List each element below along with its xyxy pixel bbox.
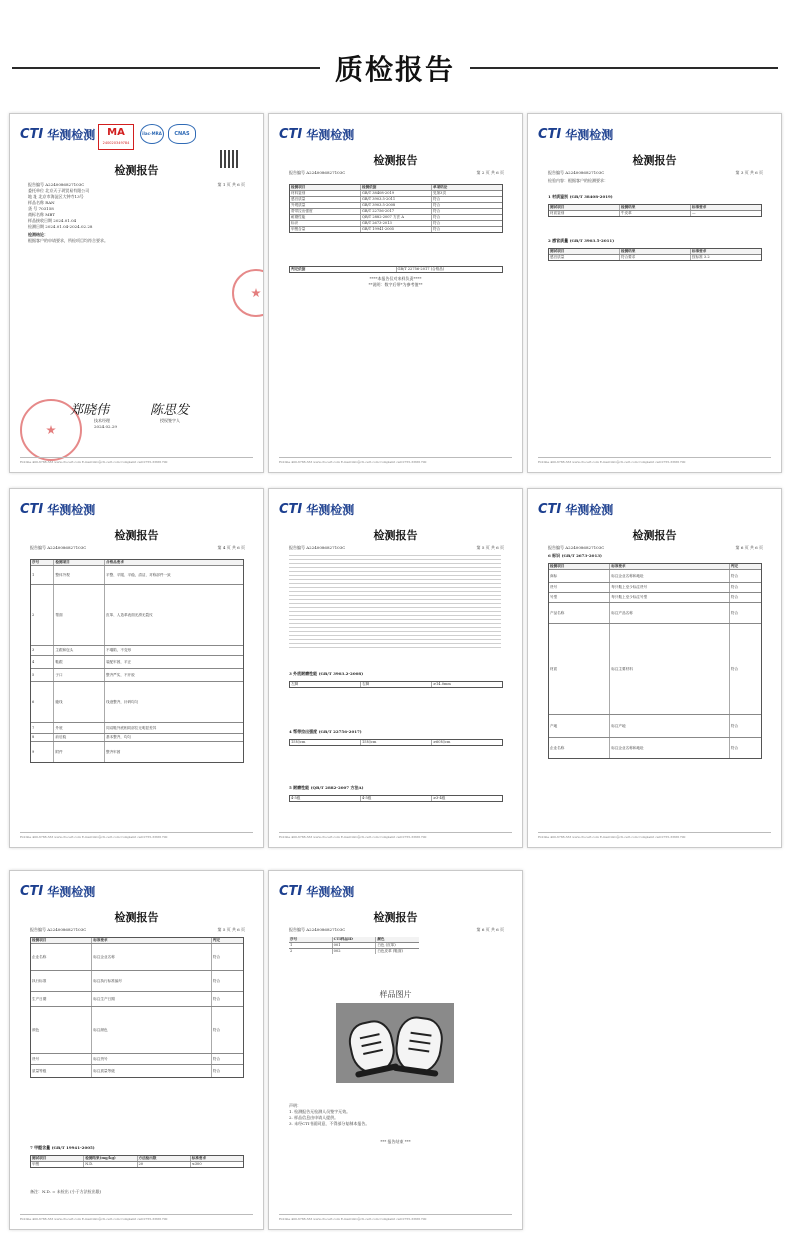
cti-logo-text: CTI: [20, 127, 44, 142]
cti-logo-cn: 华测检测: [306, 885, 355, 899]
table-row: 货号 标注货号 符合: [31, 1054, 243, 1065]
table-row: 企业名称 标注企业名称和地址 符合: [549, 738, 761, 758]
table-row: 9 附件 整齐牢固: [31, 742, 243, 762]
sample-table: [289, 937, 419, 954]
appearance-table: [30, 559, 244, 763]
material-table: [548, 204, 762, 217]
cti-logo-cn: 华测检测: [565, 503, 614, 517]
report-number: 报告编号 A2240086827103C: [548, 545, 605, 550]
doc-title: 检测报告: [373, 911, 418, 924]
report-number: 报告编号 A2240086827103C: [548, 170, 605, 175]
cti-logo-cn: 华测检测: [306, 503, 355, 517]
table-row: 标识 GB/T 2673-2013 符合: [290, 221, 502, 227]
sig-right-role: 授权签字人: [160, 418, 180, 423]
table-row: 甲醛含量 GB/T 19941-2005 符合: [291, 227, 441, 231]
cti-logo-cn: 华测检测: [47, 885, 96, 899]
section-heading: 2 感官质量 (GB/T 3903.5-2011): [548, 238, 615, 243]
table-row: 感官质量 符合要求 按标准 3.2: [550, 255, 710, 259]
table-header-row: 检测项目 标准要求 判定: [549, 564, 761, 570]
section-heading: 5 耐磨性能 (QB/T 2882-2007 方法A): [289, 785, 364, 790]
table-row: 6 缝线 线迹整齐，针码均匀: [31, 682, 243, 723]
table-row: 执行标准 标注执行标准编号 符合: [31, 971, 243, 992]
page-footer: Hotline 400-6788-333 www.cti-cert.com E-mail info@cti-cert.com Complaint call 0755-33681700: [20, 457, 253, 464]
table-row: 颜色 标注颜色 符合: [31, 1007, 243, 1054]
table-row: 15N/cm 15N/cm ≥60N/cm: [291, 740, 451, 744]
section-heading: 1 材质鉴别 (GB/T 38408-2019): [548, 194, 613, 199]
page2-notes: ****本报告仅对来样负责**** **说明：数字后带*为参考值**: [368, 276, 423, 287]
table-header-row: 测试项目 检测结果(mg/kg) 方法检出限 标准要求: [31, 1156, 243, 1162]
judgement-table: [289, 266, 503, 273]
page-footer: Hotline 400-6788-333 www.cti-cert.com E-mail info@cti-cert.com Complaint call 0755-33681700: [538, 832, 771, 839]
table-header-row: 检测项目 检测依据 单项结论: [290, 185, 502, 191]
table-row: 帮带拉出强度 GB/T 22756-2017 符合: [290, 209, 502, 215]
cti-logo-text: CTI: [538, 127, 562, 142]
table-row: 号型 每只鞋上至少标注号型 符合: [549, 593, 761, 603]
report-page-3: [527, 113, 782, 473]
cti-logo-cn: 华测检测: [47, 503, 96, 517]
page1-fields: 报告编号 A2240086827103C 委托单位 北京天子玥贸易有限公司 地 址 北京市海淀区大钟寺13号 样品名称 RAN 货 号 703158 商标名称 MBT 样品接收日期 2024.01.04 检测日期 2024.01.04-2024.02.28 检测结论： 根据客户的申请要求，所检项目均符合要求。: [28, 182, 108, 243]
page-number: 第 2 页 共 6 页: [476, 170, 504, 175]
table-row: 7 外底 同双鞋外底相同部位无明显差异: [31, 723, 243, 734]
table-row: 材质 标注主要材料 符合: [549, 624, 761, 715]
wear-table: [289, 681, 503, 688]
report-page-5: [268, 488, 523, 848]
formaldehyde-table: [30, 1155, 244, 1168]
report-number: 报告编号 A2240086827103C: [289, 927, 346, 932]
cti-logo-text: CTI: [279, 502, 303, 517]
cti-logo-text: CTI: [279, 884, 303, 899]
table-header-row: 测试项目 检测结果 标准要求: [549, 205, 761, 211]
table-row: 外观质量 GB/T 3903.5-2008 符合: [290, 203, 502, 209]
abrasion-table: [289, 795, 503, 802]
doc-title: 检测报告: [114, 529, 159, 542]
page-number: 第 4 页 共 6 页: [217, 545, 245, 550]
table-header-row: 序号 检测项目 合格品要求: [31, 560, 243, 566]
cti-logo-cn: 华测检测: [565, 128, 614, 142]
section-heading: 7 甲醛含量 (GB/T 19941-2005): [30, 1145, 95, 1150]
cti-logo-cn: 华测检测: [47, 128, 96, 142]
table-row: 货号 每只鞋上至少标注货号 符合: [549, 583, 761, 593]
table-row: 感官质量 GB/T 3903.5-2011 符合: [290, 197, 502, 203]
section-heading: 3 外底耐磨性能 (GB/T 3903.2-2008): [289, 671, 364, 676]
header-rule-right: [470, 67, 778, 69]
doc-title: 检测报告: [373, 154, 418, 167]
report-page-6: [527, 488, 782, 848]
report-end-mark: *** 报告结束 ***: [380, 1139, 411, 1144]
section-heading: 4 帮带拉出强度 (GB/T 22756-2017): [289, 729, 362, 734]
page-number: 第 5 页 共 6 页: [217, 927, 245, 932]
table-header-row: 检测项目 标准要求 判定: [31, 938, 243, 944]
table-row: 3 主跟和包头 不塌陷，不变形: [31, 646, 243, 656]
table-row: 判定依据 GB/T 22756-2017 (合格品): [291, 267, 445, 271]
page-number: 第 6 页 共 6 页: [735, 545, 763, 550]
signature-left: 郑晓伟: [70, 403, 110, 418]
doc-title: 检测报告: [114, 164, 159, 177]
doc-title: 检测报告: [632, 529, 677, 542]
table-row: 产品名称 标注产品名称 符合: [549, 603, 761, 624]
cti-logo: [20, 883, 95, 900]
page-number: 第 6 页 共 6 页: [476, 927, 504, 932]
cti-logo-cn: 华测检测: [306, 128, 355, 142]
table-row: 5 子口 整齐严实，不开胶: [31, 669, 243, 682]
table-row: 商标 标注企业名称和地址 符合: [549, 570, 761, 583]
doc-title: 检测报告: [114, 911, 159, 924]
table-row: 质量等级 标注质量等级 符合: [31, 1065, 243, 1077]
page3-intro: 检验内容：根据客户的检测要求：: [548, 178, 608, 183]
page-number: 第 5 页 共 6 页: [476, 545, 504, 550]
table-row: 4 鞋跟 装配牢固，平正: [31, 656, 243, 669]
table-row: 材质鉴别 牛皮革 —: [550, 211, 696, 215]
report-page-4: [9, 488, 264, 848]
table-row: 企业名称 标注企业名称 符合: [31, 944, 243, 971]
table-row: 8 前后跷 基本整齐，均匀: [31, 734, 243, 742]
label-table-cont: [30, 937, 244, 1078]
table-row: 甲醛 N.D. 20 ≤300: [32, 1162, 202, 1166]
page-number: 第 3 页 共 6 页: [735, 170, 763, 175]
page-title: 质检报告: [334, 53, 455, 86]
section-heading: 6 标识 (GB/T 2673-2013): [548, 553, 602, 558]
cti-logo: [20, 126, 95, 143]
sensory-table: [548, 248, 762, 261]
table-row: 2 002 白色皮革 (鞋面): [290, 949, 403, 953]
table-header-row: 序号 CTI样品ID 颜色: [289, 937, 419, 943]
cti-logo: [279, 883, 354, 900]
page-footer: Hotline 400-6788-333 www.cti-cert.com E-mail info@cti-cert.com Complaint call 0755-33681700: [538, 457, 771, 464]
cnas-badge: CNAS: [168, 124, 196, 144]
cti-logo-text: CTI: [279, 127, 303, 142]
page-footer: Hotline 400-6788-333 www.cti-cert.com E-mail info@cti-cert.com Complaint call 0755-33681700: [20, 832, 253, 839]
strap-table: [289, 739, 503, 746]
report-page-8: [268, 870, 523, 1230]
page-number: 第 1 页 共 6 页: [217, 182, 245, 187]
cti-logo: [279, 126, 354, 143]
report-number: 报告编号 A2240086827103C: [30, 927, 87, 932]
text-block: [289, 555, 501, 651]
report-number: 报告编号 A2240086827103C: [289, 545, 346, 550]
cti-logo: [20, 501, 95, 518]
table-row: 1 整体外观 平整、平服、平稳，清洁，对称部件一致: [31, 566, 243, 585]
cti-logo-text: CTI: [538, 502, 562, 517]
label-table: [548, 563, 762, 759]
page7-remark: 备注：N.D. = 未检出 (小于方法检出限): [30, 1189, 102, 1194]
table-row: 左脚 右脚 ≥14.0mm: [291, 682, 451, 686]
cti-logo: [279, 501, 354, 518]
cti-logo-text: CTI: [20, 884, 44, 899]
shoe-left-image: [345, 1017, 399, 1077]
report-number: 报告编号 A2240086827103C: [289, 170, 346, 175]
page-footer: Hotline 400-6788-333 www.cti-cert.com E-mail info@cti-cert.com Complaint call 0755-33681700: [279, 1214, 512, 1221]
table-header-row: 测试项目 检测结果 标准要求: [549, 249, 761, 255]
page8-notes: 声明： 1. 检测报告无检测人员签字无效。 2. 样品信息由申请人提供。 3. 未经CTI书面同意，不得部分复制本报告。: [289, 1103, 370, 1126]
table-row: 2 帮面 皮革、人造革表面光滑无裂纹: [31, 585, 243, 646]
sample-photo: [336, 1003, 454, 1083]
doc-title: 检测报告: [632, 154, 677, 167]
report-number: 报告编号 A2240086827103C: [30, 545, 87, 550]
report-page-1: [9, 113, 264, 473]
header-rule-left: [12, 67, 320, 69]
table-row: 产地 标注产地 符合: [549, 715, 761, 738]
cti-logo-text: CTI: [20, 502, 44, 517]
shoe-right-image: [392, 1014, 445, 1076]
page-footer: Hotline 400-6788-333 www.cti-cert.com E-mail info@cti-cert.com Complaint call 0755-33681700: [20, 1214, 253, 1221]
doc-title: 检测报告: [373, 529, 418, 542]
table-row: 生产日期 标注生产日期 符合: [31, 992, 243, 1007]
report-page-2: [268, 113, 523, 473]
table-row: 耐磨性能 QB/T 2882-2007 方法 A 符合: [290, 215, 502, 221]
table-row: 4-5级 4-5级 ≥3-4级: [291, 796, 446, 800]
table-row: 材料鉴别 GB/T 38408-2019 见第3页: [290, 191, 502, 197]
page-footer: Hotline 400-6788-333 www.cti-cert.com E-mail info@cti-cert.com Complaint call 0755-33681700: [279, 832, 512, 839]
summary-table: [289, 184, 503, 233]
ma-certification-badge: MA 240020349784: [98, 124, 134, 150]
report-page-7: [9, 870, 264, 1230]
cti-logo: [538, 126, 613, 143]
table-row: 1 001 白色 (皮革): [289, 943, 419, 949]
sig-left-role: 技术经理 2024.02.29: [94, 418, 117, 429]
page-footer: Hotline 400-6788-333 www.cti-cert.com E-mail info@cti-cert.com Complaint call 0755-33681700: [279, 457, 512, 464]
signature-right: 陈思发: [150, 403, 190, 418]
ilac-mra-badge: ilac-MRA: [140, 124, 164, 144]
cti-logo: [538, 501, 613, 518]
red-seal-stamp: [232, 269, 264, 317]
sample-photo-label: 样品图片: [379, 990, 412, 999]
